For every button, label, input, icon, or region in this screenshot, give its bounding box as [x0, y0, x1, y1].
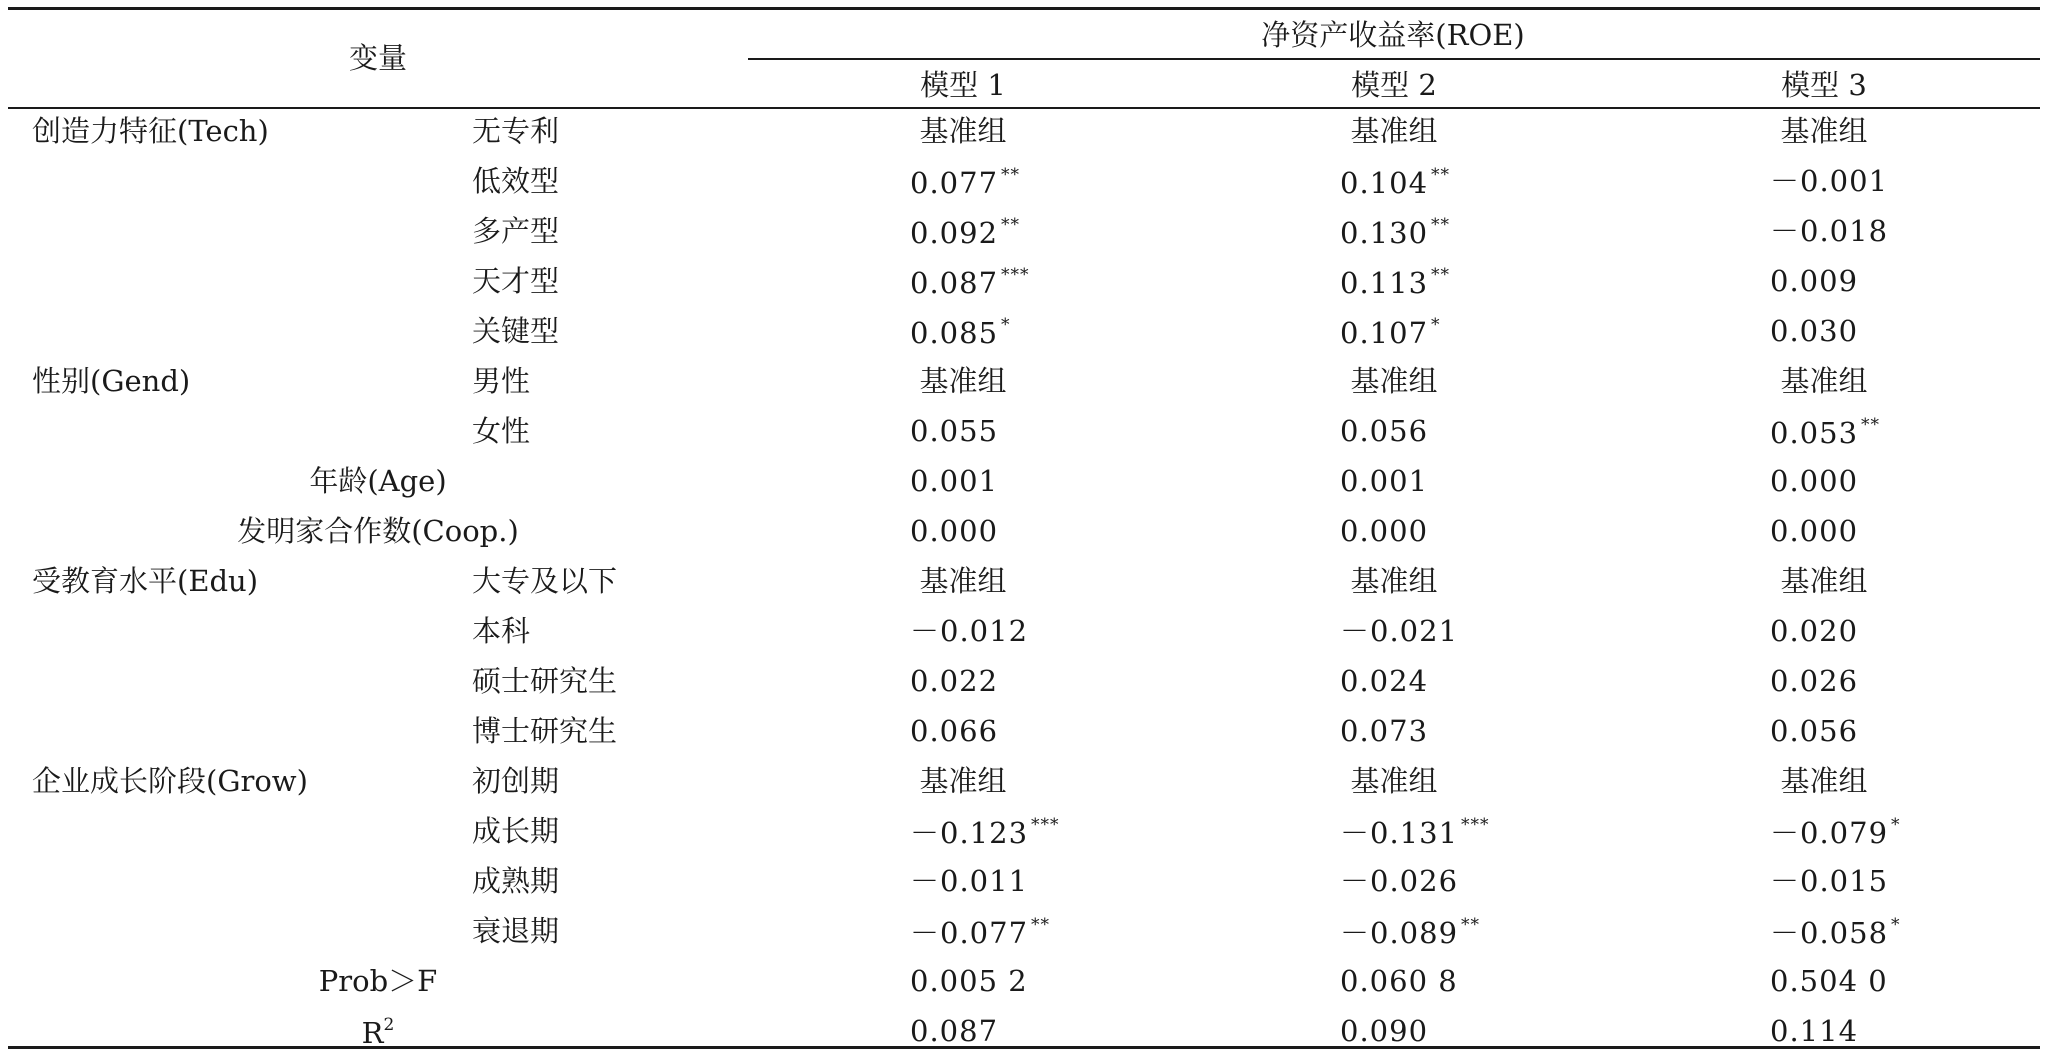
row-sub-label: 成长期	[472, 814, 560, 848]
cell-value: 0.030	[1770, 314, 1859, 348]
cell-value: 0.022	[910, 664, 999, 698]
model-3-cell	[1770, 464, 1859, 498]
model-3-cell	[1770, 164, 1889, 198]
model-1-cell	[910, 664, 999, 698]
roe-group-header: 净资产收益率(ROE)	[1261, 18, 1525, 52]
cell-value: 0.000	[1770, 464, 1859, 498]
cell-value: 0.066	[910, 714, 999, 748]
model-1-cell	[910, 714, 999, 748]
variable-header: 变量	[348, 41, 408, 75]
cell-value: －0.011	[910, 864, 1029, 898]
significance-stars: **	[1861, 415, 1881, 435]
model-1-cell	[910, 167, 1020, 198]
cell-value: －0.131	[1340, 816, 1459, 850]
row-label: 年龄(Age)	[309, 464, 447, 498]
model-1-cell	[910, 864, 1029, 898]
row-sub-label: 天才型	[472, 264, 560, 298]
cell-value: 0.130	[1340, 216, 1429, 250]
row-sub-label: 关键型	[472, 314, 560, 348]
row-label: 发明家合作数(Coop.)	[237, 514, 519, 548]
model-3-cell	[1770, 417, 1880, 448]
cell-value: 基准组	[1350, 364, 1438, 398]
model-2-cell	[1350, 564, 1438, 598]
row-sub-label: 初创期	[472, 764, 560, 798]
significance-stars: **	[1001, 165, 1021, 185]
model-2-cell	[1340, 917, 1480, 948]
model-2-cell	[1340, 317, 1441, 348]
significance-stars: **	[1001, 215, 1021, 235]
significance-stars: **	[1461, 915, 1481, 935]
model-2-cell	[1350, 764, 1438, 798]
model-3-cell	[1770, 664, 1859, 698]
model-3-cell	[1770, 964, 1888, 998]
cell-value: 0.000	[910, 514, 999, 548]
cell-value: 0.113	[1340, 266, 1429, 300]
model-1-cell	[919, 114, 1007, 148]
model-2-cell	[1340, 464, 1429, 498]
model-2-cell	[1340, 864, 1459, 898]
row-sub-label: 本科	[472, 614, 531, 648]
model-1-cell	[910, 964, 1028, 998]
model-1-cell	[919, 364, 1007, 398]
model-1-cell	[919, 764, 1007, 798]
model-2-cell	[1340, 817, 1490, 848]
model-2-cell	[1350, 364, 1438, 398]
cell-value: 基准组	[1350, 114, 1438, 148]
cell-value: －0.089	[1340, 916, 1459, 950]
row-label-base: R	[361, 1016, 384, 1050]
cell-value: －0.058	[1770, 916, 1889, 950]
model-2-cell	[1340, 964, 1458, 998]
row-sub-label: 低效型	[472, 164, 560, 198]
cell-value: 0.090	[1340, 1014, 1429, 1048]
cell-value: 基准组	[1780, 564, 1868, 598]
row-group-label: 性别(Gend)	[32, 364, 191, 398]
cell-value: 0.000	[1770, 514, 1859, 548]
model-2-cell	[1340, 664, 1429, 698]
significance-stars: **	[1431, 265, 1451, 285]
cell-value: 0.020	[1770, 614, 1859, 648]
significance-stars: **	[1431, 215, 1451, 235]
cell-value: －0.015	[1770, 864, 1889, 898]
model-2-cell	[1340, 714, 1429, 748]
row-sub-label: 女性	[472, 414, 531, 448]
row-sub-label: 博士研究生	[472, 714, 618, 748]
row-sub-label: 无专利	[472, 114, 560, 148]
significance-stars: **	[1431, 165, 1451, 185]
model-3-cell	[1770, 917, 1901, 948]
cell-value: 基准组	[1780, 114, 1868, 148]
cell-value: 0.107	[1340, 316, 1429, 350]
model-1-cell	[910, 614, 1029, 648]
model-3-cell	[1770, 314, 1859, 348]
row-label: Prob＞F	[318, 964, 438, 998]
model-3-cell	[1770, 514, 1859, 548]
model-2-cell	[1340, 614, 1459, 648]
cell-value: －0.026	[1340, 864, 1459, 898]
model-3-cell	[1770, 264, 1859, 298]
model-2-cell	[1340, 167, 1450, 198]
model-2-cell	[1340, 267, 1450, 298]
cell-value: 基准组	[1350, 764, 1438, 798]
significance-stars: *	[1431, 315, 1441, 335]
cell-value: 基准组	[1780, 364, 1868, 398]
cell-value: 基准组	[1780, 764, 1868, 798]
row-sub-label: 硕士研究生	[472, 664, 618, 698]
model-1-cell	[910, 414, 999, 448]
cell-value: －0.123	[910, 816, 1029, 850]
model-1-cell	[910, 514, 999, 548]
model-2-header: 模型 2	[1351, 68, 1437, 102]
model-3-cell	[1770, 214, 1889, 248]
cell-value: 0.087	[910, 1014, 999, 1048]
cell-value: 0.001	[1340, 464, 1429, 498]
cell-value: 0.055	[910, 414, 999, 448]
model-1-cell	[910, 917, 1050, 948]
cell-value: 0.077	[910, 166, 999, 200]
significance-stars: *	[1001, 315, 1011, 335]
cell-value: 0.056	[1340, 414, 1429, 448]
cell-value: 0.060 8	[1340, 964, 1458, 998]
row-sub-label: 多产型	[472, 214, 560, 248]
model-2-cell	[1340, 217, 1450, 248]
cell-value: －0.012	[910, 614, 1029, 648]
model-3-cell	[1780, 364, 1868, 398]
significance-stars: *	[1891, 915, 1901, 935]
model-1-cell	[910, 217, 1020, 248]
cell-value: 0.000	[1340, 514, 1429, 548]
model-2-cell	[1340, 1014, 1429, 1048]
cell-value: 0.024	[1340, 664, 1429, 698]
model-2-cell	[1340, 514, 1429, 548]
significance-stars: ***	[1001, 265, 1030, 285]
row-group-label: 企业成长阶段(Grow)	[32, 764, 308, 798]
cell-value: －0.079	[1770, 816, 1889, 850]
cell-value: 0.073	[1340, 714, 1429, 748]
row-group-label: 受教育水平(Edu)	[32, 564, 259, 598]
cell-value: 0.009	[1770, 264, 1859, 298]
model-2-cell	[1350, 114, 1438, 148]
cell-value: 基准组	[919, 364, 1007, 398]
row-label-superscript: 2	[383, 1015, 395, 1035]
model-1-header: 模型 1	[920, 68, 1006, 102]
significance-stars: ***	[1031, 815, 1060, 835]
row-sub-label: 成熟期	[472, 864, 560, 898]
cell-value: 0.056	[1770, 714, 1859, 748]
model-1-cell	[910, 317, 1011, 348]
model-3-cell	[1770, 1014, 1859, 1048]
model-3-cell	[1770, 714, 1859, 748]
cell-value: －0.077	[910, 916, 1029, 950]
model-3-cell	[1780, 564, 1868, 598]
cell-value: 0.104	[1340, 166, 1429, 200]
significance-stars: *	[1891, 815, 1901, 835]
cell-value: 0.092	[910, 216, 999, 250]
model-3-header: 模型 3	[1781, 68, 1867, 102]
cell-value: 0.053	[1770, 416, 1859, 450]
cell-value: 基准组	[919, 764, 1007, 798]
cell-value: 基准组	[919, 564, 1007, 598]
model-3-cell	[1780, 764, 1868, 798]
row-sub-label: 大专及以下	[472, 564, 618, 598]
row-group-label: 创造力特征(Tech)	[32, 114, 269, 148]
model-1-cell	[910, 1014, 999, 1048]
cell-value: －0.018	[1770, 214, 1889, 248]
model-3-cell	[1770, 614, 1859, 648]
cell-value: 0.026	[1770, 664, 1859, 698]
cell-value: 基准组	[1350, 564, 1438, 598]
model-3-cell	[1780, 114, 1868, 148]
model-3-cell	[1770, 864, 1889, 898]
cell-value: 0.114	[1770, 1014, 1859, 1048]
cell-value: 0.504 0	[1770, 964, 1888, 998]
cell-value: 0.087	[910, 266, 999, 300]
model-1-cell	[919, 564, 1007, 598]
row-sub-label: 衰退期	[472, 914, 560, 948]
cell-value: 0.001	[910, 464, 999, 498]
cell-value: 0.085	[910, 316, 999, 350]
row-sub-label: 男性	[472, 364, 531, 398]
model-3-cell	[1770, 817, 1901, 848]
model-2-cell	[1340, 414, 1429, 448]
significance-stars: ***	[1461, 815, 1490, 835]
cell-value: －0.021	[1340, 614, 1459, 648]
cell-value: 0.005 2	[910, 964, 1028, 998]
model-1-cell	[910, 267, 1030, 298]
model-1-cell	[910, 464, 999, 498]
cell-value: 基准组	[919, 114, 1007, 148]
model-1-cell	[910, 817, 1060, 848]
cell-value: －0.001	[1770, 164, 1889, 198]
significance-stars: **	[1031, 915, 1051, 935]
row-label	[362, 1017, 395, 1048]
